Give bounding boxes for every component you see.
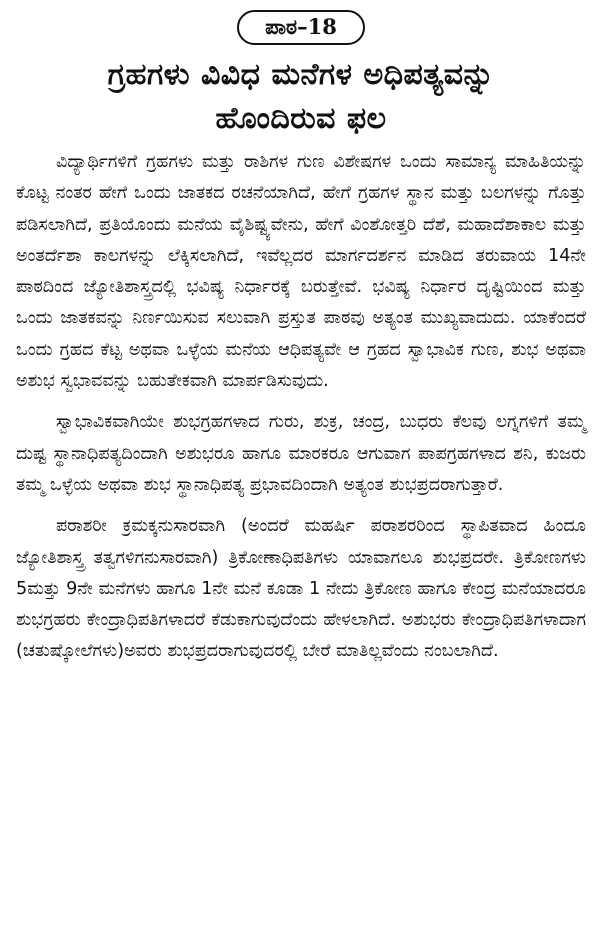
body-text [16,147,586,668]
paragraph-2: ಸ್ವಾಭಾವಿಕವಾಗಿಯೇ ಶುಭಗ್ರಹಗಳಾದ ಗುರು, ಶುಕ್ರ, ಚಂದ್ರ, ಬುಧರು ಕೆಲವು ಲಗ್ನಗಳಿಗೆ ತಮ್ಮ ದುಷ್ಟ ಸ್ಥಾನಾಧಿಪತ್ಯದಿಂದಾಗಿ ಅಶುಭರೂ ಹಾಗೂ ಮಾರಕರೂ ಆಗುವಾಗ ಪಾಪಗ್ರಹಗಳಾದ ಶನಿ, ಕುಜರು ತಮ್ಮ ಒಳ್ಳೆಯ ಅಥವಾ ಶುಭ ಸ್ಥಾನಾಧಿಪತ್ಯ ಪ್ರಭಾವದಿಂದಾಗಿ ಅತ್ಯಂತ ಶುಭಪ್ರದರಾಗುತ್ತಾರೆ. [16,412,586,495]
lesson-header [16,10,586,45]
chapter-title [16,53,586,141]
lesson-number-badge: ಪಾಠ–18 [237,10,365,45]
paragraph-3: ಪರಾಶರೀ ಕ್ರಮಕ್ಕನುಸಾರವಾಗಿ (ಅಂದರೆ ಮಹರ್ಷಿ ಪರಾಶರರಿಂದ ಸ್ಥಾಪಿತವಾದ ಹಿಂದೂ ಜ್ಯೋತಿಶಾಸ್ತ್ರ ತತ್ವಗಳಿಗನುಸಾರವಾಗಿ) ತ್ರಿಕೋಣಾಧಿಪತಿಗಳು ಯಾವಾಗಲೂ ಶುಭಪ್ರದರೇ. ತ್ರಿಕೋಣಗಳು 5ಮತ್ತು 9ನೇ ಮನೆಗಳು ಹಾಗೂ 1ನೇ ಮನೆ ಕೂಡಾ 1 ನೇದು ತ್ರಿಕೋಣ ಹಾಗೂ ಕೇಂದ್ರ ಮನೆಯಾದರೂ ಶುಭಗ್ರಹರು ಕೇಂದ್ರಾಧಿಪತಿಗಳಾದರೆ ಕೆಡುಕಾಗುವುದೆಂದು ಹೇಳಲಾಗಿದೆ. ಅಶುಭರು ಕೇಂದ್ರಾಧಿಪತಿಗಳಾದಾಗ (ಚತುಷ್ಕೋಲೆಗಳು)ಅವರು ಶುಭಪ್ರದರಾಗುವುದರಲ್ಲಿ ಬೇರೆ ಮಾತಿಲ್ಲವೆಂದು ನಂಬಲಾಗಿದೆ. [16,516,586,662]
chapter-title-line-1: ಗ್ರಹಗಳು ವಿವಿಧ ಮನೆಗಳ ಅಧಿಪತ್ಯವನ್ನು [107,57,495,92]
paragraph-1: ವಿದ್ಯಾರ್ಥಿಗಳಿಗೆ ಗ್ರಹಗಳು ಮತ್ತು ರಾಶಿಗಳ ಗುಣ ವಿಶೇಷಗಳ ಒಂದು ಸಾಮಾನ್ಯ ಮಾಹಿತಿಯನ್ನು ಕೊಟ್ಟ ನಂತರ ಹೇಗೆ ಒಂದು ಜಾತಕದ ರಚನೆಯಾಗಿದೆ, ಹೇಗೆ ಗ್ರಹಗಳ ಸ್ಥಾನ ಮತ್ತು ಬಲಗಳನ್ನು ಗೊತ್ತು ಪಡಿಸಲಾಗಿದೆ, ಪ್ರತಿಯೊಂದು ಮನೆಯ ವೈಶಿಷ್ಟ್ಯವೇನು, ಹೇಗೆ ವಿಂಶೋತ್ತರಿ ದೆಶೆ, ಮಹಾದೆಶಾಕಾಲ ಮತ್ತು ಅಂತರ್ದೆಶಾ ಕಾಲಗಳನ್ನು ಲೆಕ್ಕಿಸಲಾಗಿದೆ, ಇವೆಲ್ಲದರ ಮಾರ್ಗದರ್ಶನ ಮಾಡಿದ ತರುವಾಯ 14ನೇ ಪಾಠದಿಂದ ಜ್ಯೋತಿಶಾಸ್ತ್ರದಲ್ಲಿ ಭವಿಷ್ಯ ನಿರ್ಧಾರಕ್ಕೆ ಬರುತ್ತೇವೆ. ಭವಿಷ್ಯ ನಿರ್ಧಾರ ದೃಷ್ಟಿಯಿಂದ ಮತ್ತು ಒಂದು ಜಾತಕವನ್ನು ನಿರ್ಣಯಿಸುವ ಸಲುವಾಗಿ ಪ್ರಸ್ತುತ ಪಾಠವು ಅತ್ಯಂತ ಮುಖ್ಯವಾದುದು. ಯಾಕೆಂದರೆ ಒಂದು ಗ್ರಹದ ಕೆಟ್ಟ ಅಥವಾ ಒಳ್ಳೆಯ ಮನೆಯ ಆಧಿಪತ್ಯವೇ ಆ ಗ್ರಹದ ಸ್ವಾಭಾವಿಕ ಗುಣ, ಶುಭ ಅಥವಾ ಅಶುಭ ಸ್ವಭಾವವನ್ನು ಬಹುತೇಕವಾಗಿ ಮಾರ್ಪಡಿಸುವುದು. [16,152,586,392]
chapter-title-line-2: ಹೊಂದಿರುವ ಫಲ [215,101,387,136]
